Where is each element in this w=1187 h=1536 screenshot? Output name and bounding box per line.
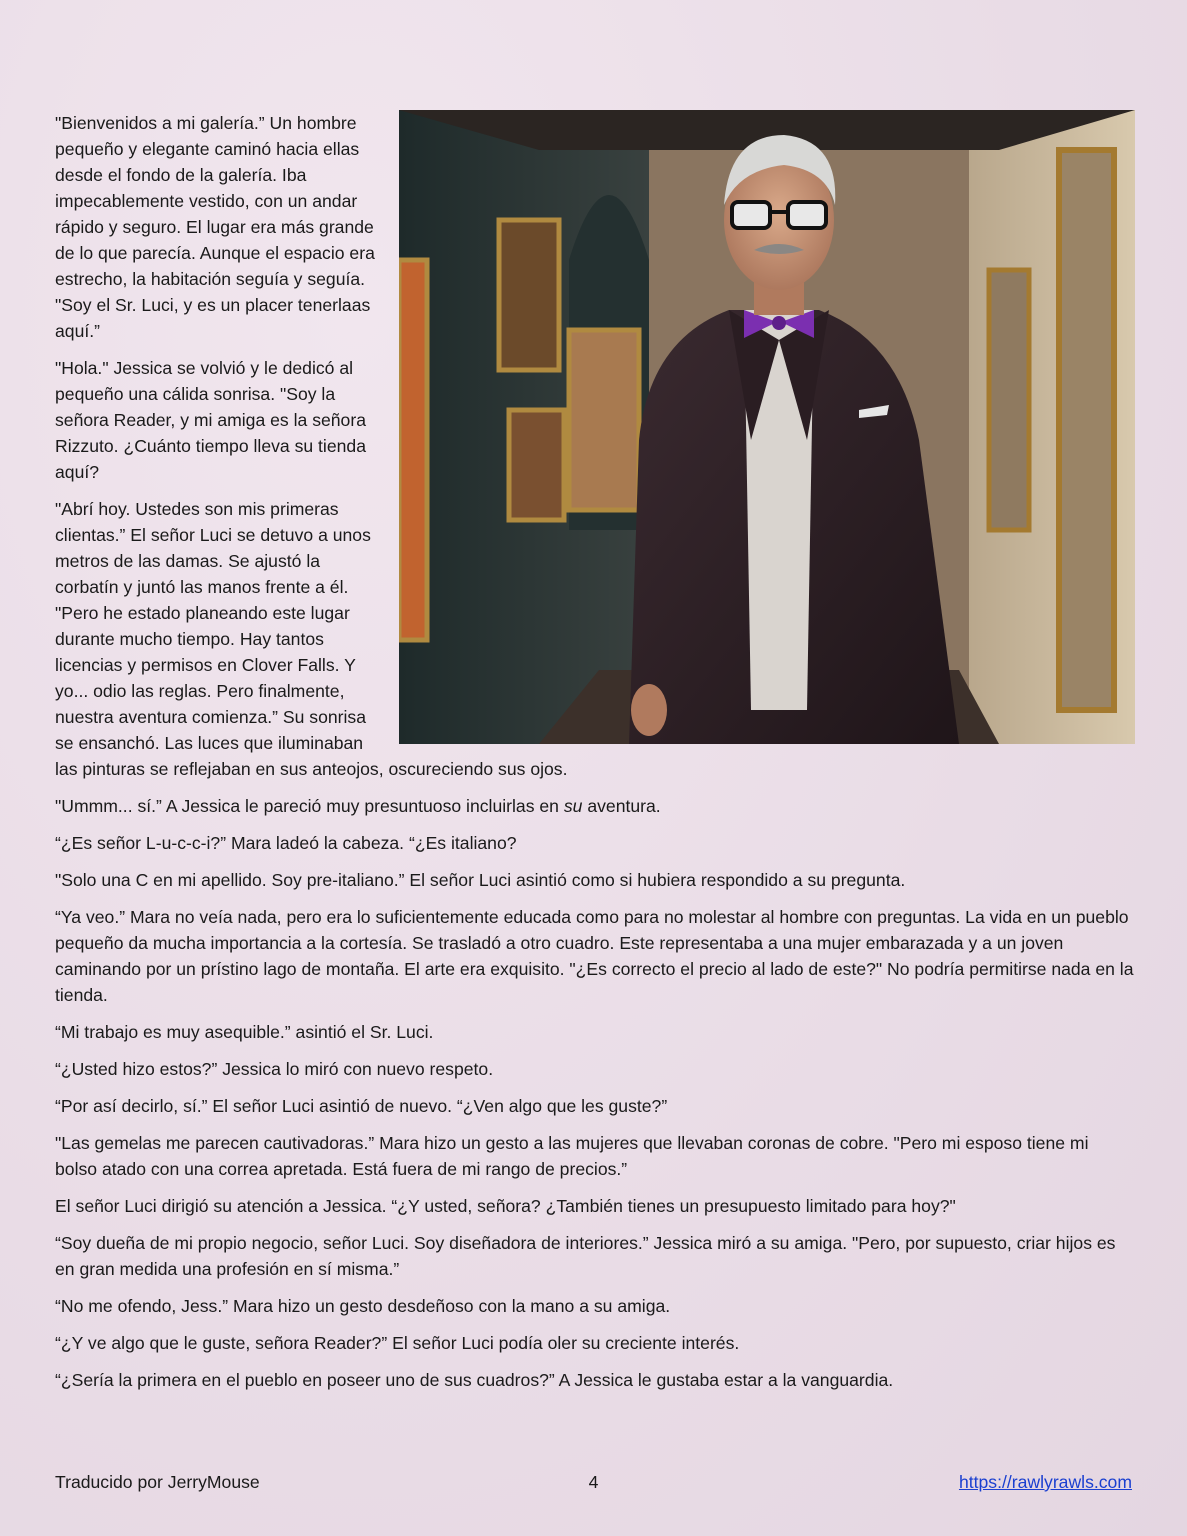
website-link[interactable]: https://rawlyrawls.com bbox=[958, 1472, 1132, 1492]
paragraph: “Mi trabajo es muy asequible.” asintió el Sr. Luci. bbox=[55, 1022, 434, 1042]
paragraph: "Abrí hoy. Ustedes son mis primeras clientas.” El señor Luci se detuvo a unos metros de las damas. Se ajustó la corbatín y juntó las manos frente a él. "Pero he estado planeando este lugar durante mucho tiempo. Hay tantos licencias y permisos en Clover Falls. Y yo... odio las reglas. Pero finalmente, nuestra aventura comienza.” Su sonrisa se ensanchó. Las luces que iluminaban las pinturas se reflejaban en sus anteojos, oscureciendo sus ojos. bbox=[55, 499, 568, 779]
gallery-owner-illustration-icon bbox=[399, 110, 1135, 744]
paragraph: "Bienvenidos a mi galería.” Un hombre pequeño y elegante caminó hacia ellas desde el fondo de la galería. Iba impecablemente vestido, con un andar rápido y seguro. El lugar era más grande de lo que parecía. Aunque el espacio era estrecho, la habitación seguía y seguía. "Soy el Sr. Luci, y es un placer tenerlaas aquí.” bbox=[55, 113, 375, 341]
story-text bbox=[55, 110, 1135, 1404]
paragraph: "Hola." Jessica se volvió y le dedicó al pequeño una cálida sonrisa. "Soy la señora Reader, y mi amiga es la señora Rizzuto. ¿Cuánto tiempo lleva su tienda aquí? bbox=[55, 358, 366, 482]
paragraph: “¿Es señor L-u-c-c-i?” Mara ladeó la cabeza. “¿Es italiano? bbox=[55, 833, 517, 853]
paragraph bbox=[55, 793, 1135, 819]
paragraph: "Las gemelas me parecen cautivadoras.” Mara hizo un gesto a las mujeres que llevaban coronas de cobre. "Pero mi esposo tiene mi bolso atado con una correa apretada. Está fuera de mi rango de precios.” bbox=[55, 1133, 1089, 1179]
paragraph: El señor Luci dirigió su atención a Jessica. “¿Y usted, señora? ¿También tienes un presupuesto limitado para hoy?" bbox=[55, 1196, 956, 1216]
page-number: 4 bbox=[588, 1472, 599, 1492]
paragraph: “No me ofendo, Jess.” Mara hizo un gesto desdeñoso con la mano a su amiga. bbox=[55, 1296, 671, 1316]
paragraph-text: "Ummm... sí.” A Jessica le pareció muy presuntuoso incluirlas en bbox=[55, 796, 564, 816]
paragraph: “Por así decirlo, sí.” El señor Luci asintió de nuevo. “¿Ven algo que les guste?” bbox=[55, 1096, 668, 1116]
paragraph-text: aventura. bbox=[582, 796, 661, 816]
translator-credit: Traducido por JerryMouse bbox=[55, 1472, 260, 1492]
paragraph: “Ya veo.” Mara no veía nada, pero era lo suficientemente educada como para no molestar al hombre con preguntas. La vida en un pueblo pequeño da mucha importancia a la cortesía. Se trasladó a otro cuadro. Este representaba a una mujer embarazada y a un joven caminando por un prístino lago de montaña. El arte era exquisito. "¿Es correcto el precio al lado de este?" No podría permitirse nada en la tienda. bbox=[55, 907, 1134, 1005]
paragraph: “¿Y ve algo que le guste, señora Reader?” El señor Luci podía oler su creciente interés. bbox=[55, 1333, 740, 1353]
illustration bbox=[399, 110, 1135, 744]
paragraph: “Soy dueña de mi propio negocio, señor Luci. Soy diseñadora de interiores.” Jessica miró a su amiga. "Pero, por supuesto, criar hijos es en gran medida una profesión en sí misma.” bbox=[55, 1233, 1116, 1279]
emphasis: su bbox=[563, 796, 583, 816]
paragraph: “¿Usted hizo estos?” Jessica lo miró con nuevo respeto. bbox=[55, 1059, 494, 1079]
paragraph: “¿Sería la primera en el pueblo en poseer uno de sus cuadros?” A Jessica le gustaba estar a la vanguardia. bbox=[55, 1370, 894, 1390]
page-footer bbox=[55, 1472, 1132, 1498]
paragraph: "Solo una C en mi apellido. Soy pre-italiano.” El señor Luci asintió como si hubiera respondido a su pregunta. bbox=[55, 870, 906, 890]
